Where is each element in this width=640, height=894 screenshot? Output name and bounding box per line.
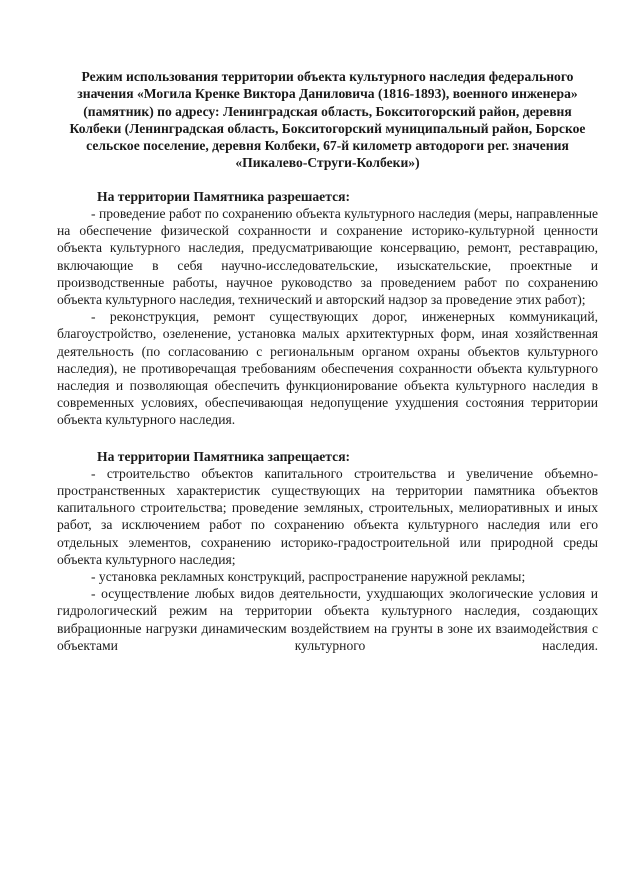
document-title: Режим использования территории объекта культурного наследия федерального значения «Могила Кренке Виктора Даниловича (1816-1893), военного инженера» (памятник) по адресу: Ленинградская область, Бокситогорский район, деревня Колбеки (Ленинградская область, Бокситогорский муниципальный район, Борское сельское поселение, деревня Колбеки, 67-й километр автодороги рег. значения «Пикалево-Струги-Колбеки») bbox=[69, 69, 586, 171]
section-gap bbox=[57, 429, 598, 448]
document-page bbox=[57, 68, 598, 654]
prohibited-item-2: - установка рекламных конструкций, распространение наружной рекламы; bbox=[91, 569, 526, 585]
allowed-heading: На территории Памятника разрешается: bbox=[97, 188, 350, 204]
prohibited-item-3: - осуществление любых видов деятельности, ухудшающих экологические условия и гидрологический режим на территории объекта культурного наследия, создающих вибрационные нагрузки динамическим воздействием на грунты в зоне их взаимодействия с объектами культурного наследия. bbox=[57, 586, 598, 653]
prohibited-heading: На территории Памятника запрещается: bbox=[97, 448, 351, 464]
allowed-section bbox=[57, 188, 598, 429]
allowed-item-2: - реконструкция, ремонт существующих дорог, инженерных коммуникаций, благоустройство, озеленение, установка малых архитектурных форм, иная хозяйственная деятельность (по согласованию с региональным органом охраны объектов культурного наследия), не противоречащая требованиям обеспечения сохранности объекта культурного наследия и позволяющая обеспечить функционирование объекта культурного наследия в современных условиях, обеспечивающая недопущение ухудшения состояния территории объекта культурного наследия. bbox=[57, 309, 598, 428]
prohibited-item-1: - строительство объектов капитального строительства и увеличение объемно-пространственных характеристик существующих на территории памятника объектов капитального строительства; проведение земляных, строительных, мелиоративных и иных работ, за исключением работ по сохранению объекта культурного наследия или его отдельных элементов, сохранению историко-градостроительной или природной среды объекта культурного наследия; bbox=[57, 465, 598, 567]
prohibited-section bbox=[57, 448, 598, 654]
allowed-item-1: - проведение работ по сохранению объекта культурного наследия (меры, направленные на обеспечение физической сохранности и сохранение историко-культурной ценности объекта культурного наследия, предусматривающие консервацию, ремонт, реставрацию, включающие в себя научно-исследовательские, изыскательские, проектные и производственные работы, научное руководство за проведением работ по сохранению объекта культурного наследия, технический и авторский надзор за проведение этих работ); bbox=[57, 205, 598, 307]
